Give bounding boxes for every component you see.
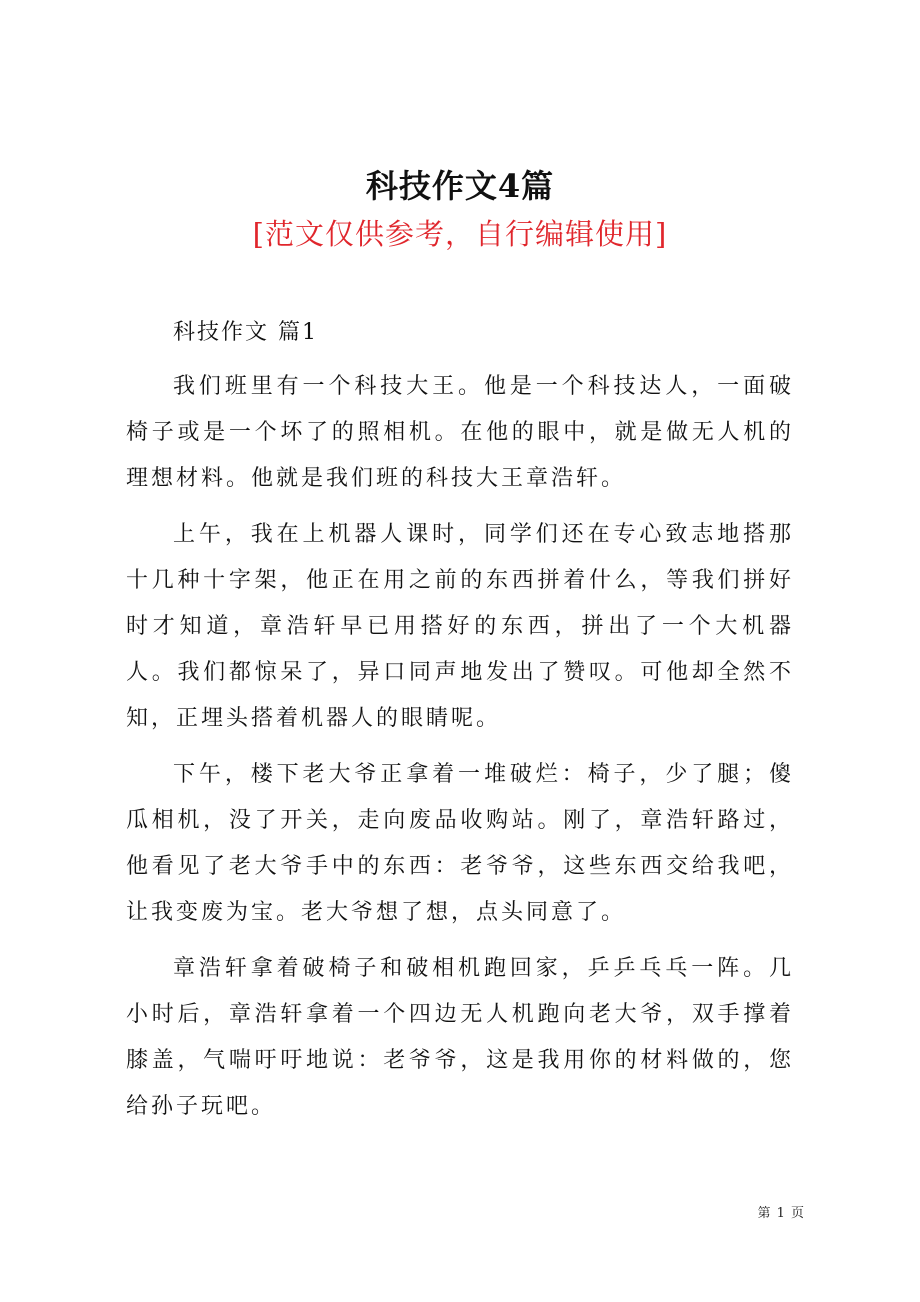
paragraph: 我们班里有一个科技大王。他是一个科技达人，一面破椅子或是一个坏了的照相机。在他的眼中，就是做无人机的理想材料。他就是我们班的科技大王章浩轩。 [126, 374, 794, 491]
section-heading: 科技作文 篇1 [173, 320, 318, 345]
document-title: 科技作文4篇 [365, 167, 555, 205]
page-number: 第 1 页 [757, 1206, 805, 1221]
document-body [126, 312, 794, 1140]
paragraph: 下午，楼下老大爷正拿着一堆破烂：椅子，少了腿；傻瓜相机，没了开关，走向废品收购站。刚了，章浩轩路过，他看见了老大爷手中的东西：老爷爷，这些东西交给我吧，让我变废为宝。老大爷想了想，点头同意了。 [126, 762, 794, 925]
paragraph: 上午，我在上机器人课时，同学们还在专心致志地搭那十几种十字架，他正在用之前的东西拼着什么，等我们拼好时才知道，章浩轩早已用搭好的东西，拼出了一个大机器人。我们都惊呆了，异口同声地发出了赞叹。可他却全然不知，正埋头搭着机器人的眼睛呢。 [126, 522, 794, 731]
document-subtitle: [范文仅供参考，自行编辑使用] [252, 217, 668, 251]
paragraph: 章浩轩拿着破椅子和破相机跑回家，乒乒乓乓一阵。几小时后，章浩轩拿着一个四边无人机跑向老大爷，双手撑着膝盖，气喘吁吁地说：老爷爷，这是我用你的材料做的，您给孙子玩吧。 [126, 956, 794, 1119]
